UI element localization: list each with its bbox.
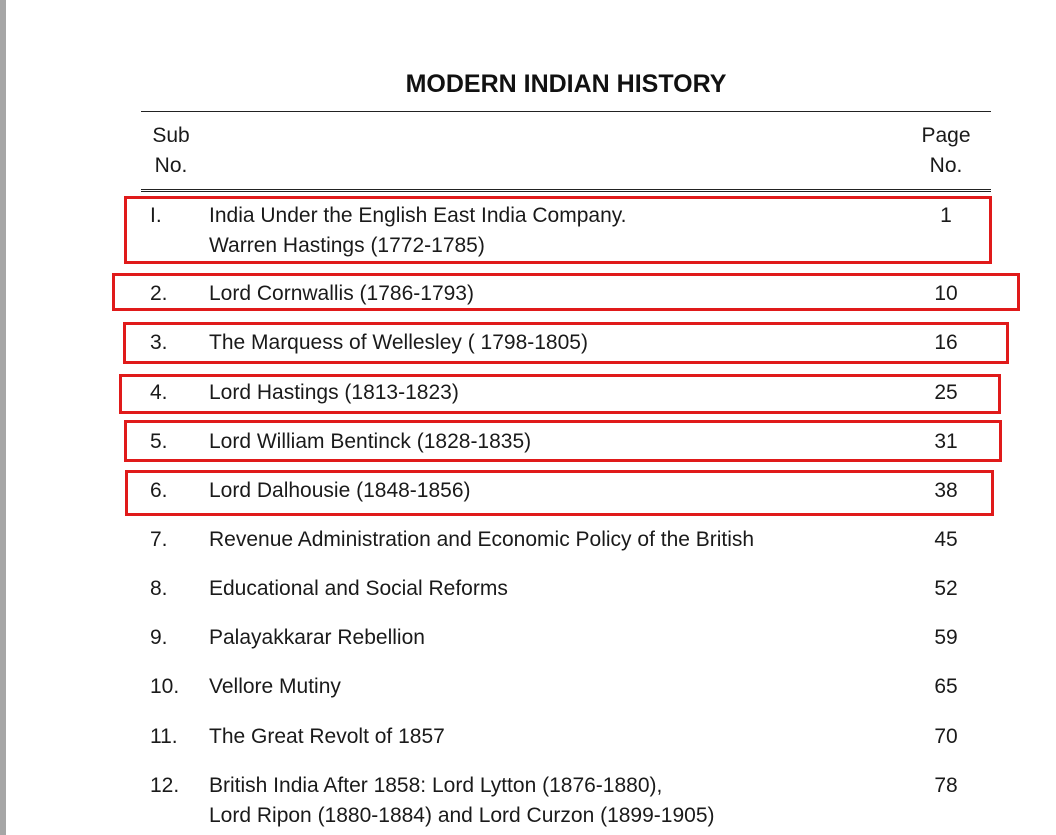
row-page: 10 [934,282,958,305]
row-page: 59 [934,626,958,649]
row-number: I. [150,204,162,227]
row-number: 2. [150,282,168,305]
header-sub-no-line: No. [154,154,188,177]
row-number: 4. [150,381,168,404]
highlight-box [125,470,994,516]
row-topic-line: Warren Hastings (1772-1785) [209,234,485,257]
row-number: 11. [150,725,178,748]
row-page: 16 [934,331,958,354]
header-double-rule [141,189,991,192]
row-page: 1 [940,204,952,227]
header-sub-no-line: Sub [152,124,190,147]
row-topic: Lord Hastings (1813-1823) [209,381,459,404]
row-page: 31 [934,430,958,453]
row-number: 5. [150,430,168,453]
row-page: 38 [934,479,958,502]
header-page-no [906,121,986,181]
header-page-no-line: Page [921,124,971,147]
row-topic: Lord William Bentinck (1828-1835) [209,430,532,453]
row-topic: Vellore Mutiny [209,675,341,698]
row-number: 9. [150,626,168,649]
row-number: 6. [150,479,168,502]
row-topic: Lord Cornwallis (1786-1793) [209,282,474,305]
row-page: 25 [934,381,958,404]
row-topic: Revenue Administration and Economic Policy of the British [209,528,755,551]
header-page-no-line: No. [929,154,963,177]
row-number: 12. [150,774,180,797]
table-top-rule [141,111,991,112]
row-number: 7. [150,528,168,551]
row-topic-line: India Under the English East India Company. [209,204,627,227]
highlight-box [112,273,1020,311]
row-topic-line: Lord Ripon (1880-1884) and Lord Curzon (1899-1905) [209,804,715,827]
row-topic: Educational and Social Reforms [209,577,508,600]
highlight-box [124,196,992,264]
page-title: MODERN INDIAN HISTORY [405,70,727,98]
page-left-edge [0,0,6,835]
row-number: 10. [150,675,180,698]
header-sub-no [145,121,197,181]
row-number: 3. [150,331,168,354]
row-page: 52 [934,577,958,600]
row-page: 78 [934,774,958,797]
row-topic [209,771,715,831]
row-page: 65 [934,675,958,698]
row-page: 45 [934,528,958,551]
row-topic: Lord Dalhousie (1848-1856) [209,479,471,502]
row-number: 8. [150,577,168,600]
highlight-box [124,420,1002,462]
row-topic: The Great Revolt of 1857 [209,725,445,748]
highlight-box [119,374,1001,414]
row-topic-line: British India After 1858: Lord Lytton (1876-1880), [209,774,663,797]
highlight-box [123,322,1009,364]
row-topic: Palayakkarar Rebellion [209,626,425,649]
row-page: 70 [934,725,958,748]
row-topic: The Marquess of Wellesley ( 1798-1805) [209,331,588,354]
